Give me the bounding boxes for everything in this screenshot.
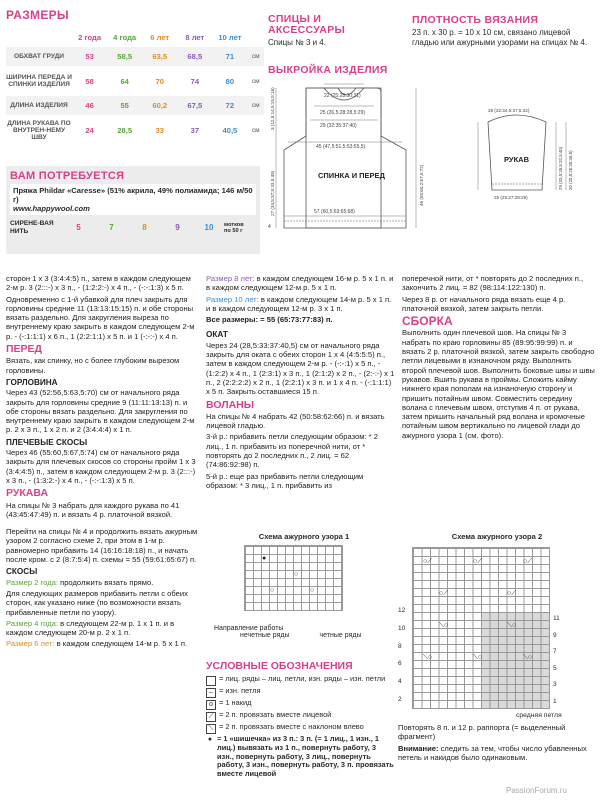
needles-text: Спицы № 3 и 4. xyxy=(268,38,326,47)
table-row xyxy=(6,47,264,66)
yo-icon: ○⟋ xyxy=(423,558,433,565)
chart-1 xyxy=(214,532,394,639)
row-label: ШИРИНА ПЕРЕДА И СПИНКИ ИЗДЕЛИЯ xyxy=(6,74,72,88)
c1-p9: Для следующих размеров прибавить петли с обеих сторон, как указано ниже (по возможности вязать прибавленные петли по узору). xyxy=(6,588,188,617)
yo-icon: ⟍○ xyxy=(507,622,517,629)
needles-title: СПИЦЫ И АКСЕССУАРЫ xyxy=(268,13,346,36)
table-cell: 53 xyxy=(85,52,94,61)
table-cell: 72 xyxy=(225,101,235,110)
legend-text: = 1 накид xyxy=(219,698,252,707)
table-cell: 80 xyxy=(225,76,235,86)
table-cell: 71 xyxy=(225,52,235,61)
chart1-title: Схема ажурного узора 1 xyxy=(258,532,350,541)
dim-bottom: 57 (60,5:63:65:68) xyxy=(314,209,355,215)
table-cell: 60,2 xyxy=(152,101,168,110)
yarn-text: Пряжа Phildar «Caresse» (51% акрила, 49% полиамида; 146 м/50 г) xyxy=(13,186,253,204)
gauge-title: ПЛОТНОСТЬ ВЯЗАНИЯ xyxy=(412,14,539,26)
legend-text: = 2 п. провязать вместе с наклоном влево xyxy=(219,722,364,731)
c1-p7: Перейти на спицы № 4 и продолжить вязать ажурным узором 2 согласно схеме 2, при этом в 1-м р. равномерно прибавить 14 (16:16:18:18) п., и начать после кром. с 2 (8:7:5:4) п. схемы = 55 (59:61:65:67) п. xyxy=(6,527,198,565)
c3-p2: Через 8 р. от начального ряда вязать еще 4 р. платочной вязкой, затем закрыть петли. xyxy=(402,294,566,313)
table-cell: 40,5 xyxy=(222,125,238,135)
row-num: 2 xyxy=(398,695,402,703)
bobble-icon: ● xyxy=(207,736,213,743)
unit: см xyxy=(251,53,260,60)
c3-p1: поперечной нити, от * повторять до 2 последних п., закончить 2 лиц. = 82 (98:114:122:130) п. xyxy=(402,274,584,293)
bobble-icon: ● xyxy=(262,555,267,562)
table-cell: 74 xyxy=(190,76,200,86)
count-0: 5 xyxy=(76,223,81,232)
dim-sleeve-cuff: 29 (33,5:35,5:32,5:40) xyxy=(558,146,563,190)
dim-neck: 22 (25:28:30:31) xyxy=(324,93,361,99)
purl-icon: – xyxy=(206,688,216,698)
row-num: 6 xyxy=(398,660,402,668)
column-2 xyxy=(206,274,396,492)
body-label: СПИНКА И ПЕРЕД xyxy=(318,171,385,180)
row-num: 10 xyxy=(398,624,406,632)
size-8-label: Размер 8 лет: xyxy=(206,274,255,283)
chart2-row-labels xyxy=(398,547,412,703)
c1-p4: Через 43 (52:56,5:63,5:70) см от начального ряда закрыть для горловины средние 9 (11:11:13:13) п. и обе стороны вязать раздельно. Для закругления по внутреннему краю закрыть в каждом следующем 2-м р. 2 x 3 п., 1 x 2 п. и 2 (3:4:4:4) x 1 п. xyxy=(6,388,195,435)
assembly-heading: СБОРКА xyxy=(402,314,453,329)
size-col-4: 10 лет xyxy=(218,33,242,42)
sizes-title: РАЗМЕРЫ xyxy=(6,8,69,22)
attention-text: следить за тем, чтобы число убавленных петель и накидов было одинаковым. xyxy=(398,743,587,762)
legend-item xyxy=(206,699,394,710)
legend-text: = лиц. ряды – лиц. петли, изн. ряды – изн. петли xyxy=(219,674,386,683)
chart2-mid: средняя петля xyxy=(516,712,562,719)
yarn-site: www.happywool.com xyxy=(13,204,90,213)
c1-p8 xyxy=(6,578,198,587)
neck-heading: ГОРЛОВИНА xyxy=(6,377,58,387)
size-2-text: продолжить вязать прямо. xyxy=(57,577,154,587)
c1-p3: Вязать, как спинку, но с более глубоким вырезом горловины. xyxy=(6,356,180,375)
count-1: 7 xyxy=(109,223,114,232)
count-3: 9 xyxy=(175,223,180,232)
c2-p3: Все размеры: = 55 (65:73:77:83) п. xyxy=(206,315,333,325)
row-num: 5 xyxy=(553,664,557,672)
row-num: 11 xyxy=(553,615,560,622)
table-row xyxy=(6,96,264,115)
c2-p7: 5-й р.: еще раз прибавить петли следующим образом: * 3 лиц., 1 п. прибавить из xyxy=(206,471,364,490)
size-4-label: Размер 4 года: xyxy=(6,618,58,628)
chart-2 xyxy=(398,532,596,764)
k2tog-icon: ⟋ xyxy=(206,712,216,722)
table-row xyxy=(6,66,264,96)
knit-icon xyxy=(206,676,216,686)
dim-sleeve-w: 28 (32:34,5:37,5:42) xyxy=(488,108,530,113)
row-num: 3 xyxy=(553,681,557,689)
attention-label: Внимание: xyxy=(398,743,439,753)
size-6-label: Размер 6 лет: xyxy=(6,639,55,649)
row-label: ДЛИНА ИЗДЕЛИЯ xyxy=(10,102,68,109)
c1-p11 xyxy=(6,639,198,648)
size-8-text: в каждом следующем 16-м р. 5 x 1 п. и в каждом следующем 12-м р. 5 x 1 п. xyxy=(206,274,394,293)
ssk-icon: ⟍ xyxy=(206,724,216,734)
c1-p5: Через 46 (55:60,5:67,5:74) см от начального ряда закрыть для плечевых скосов со стороны пройм 1 x 3 (3:4:4:5) п., затем в каждом следующем 2-м р. 3 (2:::-) x 3 п., - (1:3:2:-) x 4 п., - (-:-:1:3) x 5 п. xyxy=(6,448,196,485)
chart1-odd: нечетные ряды xyxy=(240,632,290,639)
yo-icon: ⟍○ xyxy=(423,654,433,661)
yo-icon: ⟍○ xyxy=(439,622,449,629)
pattern-title: ВЫКРОЙКА ИЗДЕЛИЯ xyxy=(268,64,388,76)
yo-icon: ○ xyxy=(294,571,299,578)
legend-text: = изн. петля xyxy=(219,686,261,695)
table-row xyxy=(6,115,264,145)
c3-p3: Выполнить один плечевой шов. На спицы № 3 набрать по краю горловины 85 (89:95:99:99) п. и вязать 2 р. платочной вязкой, затем закрыть свободно петли лицевыми в изнаночном ряду. Выполнить второй плечевой шов. Выполнить боковые швы и швы рукавов. Вшить рукава в проймы. Сложить кайму нижнего края пополам на изнаночную сторону и пришить потайным швом. Совместить середину волана с плечевым швом, отступив 4 п. от рукава, затем пришить начальный ряд волана и кромочные потайным швом вертикально по лицевой глади до ажурного узора 1 (см. фото). xyxy=(402,328,595,440)
row-label: ОБХВАТ ГРУДИ xyxy=(13,53,65,60)
dim-left-3: 27 (34,5:37,5:43,5:49) xyxy=(270,170,275,216)
table-cell: 64 xyxy=(120,76,129,86)
table-cell: 58,5 xyxy=(117,52,133,61)
volan-heading: ВОЛАНЫ xyxy=(206,398,255,411)
c1-p6: На спицы № 3 набрать для каждого рукава по 41 (43:45:47:49) п. и вязать 4 р. платочной вязкой. xyxy=(6,500,180,519)
sizes-section xyxy=(6,8,264,158)
yo-icon: ○ xyxy=(310,587,315,594)
watermark: PassionForum.ru xyxy=(506,786,567,795)
color-label: СИРЕНЕ-ВАЯ НИТЬ xyxy=(10,220,54,235)
c1-p2: Одновременно с 1-й убавкой для плеч закрыть для горловины средние 11 (13:13:15:15) п. и обе стороны вязать раздельно. Для закругления выреза по внутреннему краю закрыть в каждом следующем 2-м р. - (-:1:1:1) x 6 п., 1 (2:2:1:1) x 5 п. и 1 (-:-:-) x 4 п. xyxy=(6,294,195,341)
dim-shoulder-b: 29 (32:35:37:40) xyxy=(320,123,357,129)
chart2-body xyxy=(398,547,596,709)
sleeve-outline xyxy=(488,115,546,190)
chart2-title: Схема ажурного узора 2 xyxy=(451,532,543,541)
column-3 xyxy=(402,274,596,442)
c2-p4: Через 24 (28,5:33:37:40,5) см от начального ряда закрыть для оката с обеих сторон 1 x 4 (4:5:5:5) п., затем в каждом следующем 2-м р. - (-:-:1) x 5 п., - (1:2:2) x 4 п., 1 (2:3:1) x 3 п., 1 (2:1:2) x 2 п., - (2:-:-) x 1 п., 2 (2:2:2:2) x 2 п., 1 (2:2:1) x 3 п. и 1 x 4 п. - (-:1:1:1) x 5 п. Закрыть оставшиеся 15 п. xyxy=(206,340,395,397)
row-num: 1 xyxy=(553,697,557,705)
count-unit: мотков по 50 г xyxy=(224,221,244,234)
row-num: 12 xyxy=(398,607,406,614)
dim-left-1: 3 (12,5:14,5:15,5:16) xyxy=(270,87,275,130)
yo-icon: ⟍○ xyxy=(523,654,533,661)
needles-section xyxy=(268,14,398,47)
chart1-grid xyxy=(244,545,343,611)
count-2: 8 xyxy=(142,223,147,232)
row-num: 9 xyxy=(553,631,557,639)
size-col-1: 4 года xyxy=(113,33,137,42)
size-col-0: 2 года xyxy=(78,33,102,42)
sleeve-heading: РУКАВА xyxy=(6,487,49,500)
table-cell: 58 xyxy=(85,76,94,86)
bevel-heading: СКОСЫ xyxy=(6,567,38,577)
table-cell: 70 xyxy=(155,76,164,86)
row-label: ДЛИНА РУКАВА ПО ВНУТРЕН-НЕМУ ШВУ xyxy=(7,119,71,141)
legend-text: = 1 «шишечка» из 3 п.: 3 п. (= 1 лиц., 1 изн., 1 лиц.) вывязать из 1 п., повернуть работу, 3 изн., повернуть работу, 3 лиц., повернуть работу, 3 изн., повернуть работу, 3 п. провязать вместе лицевой xyxy=(217,734,394,779)
unit: см xyxy=(251,126,260,134)
shoulder-heading: ПЛЕЧЕВЫЕ СКОСЫ xyxy=(6,437,88,447)
sizes-header-row xyxy=(6,28,264,47)
count-4: 10 xyxy=(204,223,214,232)
chart2-row-labels-right xyxy=(550,547,567,705)
dim-sleeve-len: 20 (20,5:26:35:36,5) xyxy=(568,150,573,190)
table-cell: 46 xyxy=(85,101,94,110)
size-10-text: в каждом следующем 14-м р. 5 x 1 п. и в каждом следующем 12-м р. 3 x 1 п. xyxy=(206,294,392,313)
size-2-label: Размер 2 года: xyxy=(6,577,58,587)
legend-item xyxy=(206,735,394,779)
dim-bottom-h: 4 xyxy=(268,224,271,230)
table-cell: 24 xyxy=(85,125,94,135)
yo-icon: ○⟋ xyxy=(439,590,449,597)
table-cell: 28,5 xyxy=(117,125,133,135)
legend xyxy=(206,660,394,780)
c2-p6: 3-й р.: прибавить петли следующим образом: * 2 лиц., 1 п. прибавить из поперечной нити, от * повторять до 2 последних п., 2 лиц. = 62 (74:86:92:98) п. xyxy=(206,432,378,470)
chart2-grid xyxy=(412,547,550,709)
legend-item xyxy=(206,723,394,734)
table-cell: 37 xyxy=(190,125,200,135)
table-cell: 67,5 xyxy=(187,101,203,110)
dim-total-h: 46 (55:60,2:67,5:72) xyxy=(419,164,424,206)
column-1 xyxy=(6,274,198,651)
yarn-info xyxy=(10,184,256,215)
chart1-note: Направление работы xyxy=(214,625,284,632)
c3-p4: Повторять 8 п. и 12 р. раппорта (= выделенный фрагмент) xyxy=(398,723,566,742)
c2-p5: На спицы № 4 набрать 42 (50:58:62:66) п. и вязать лицевой гладью. xyxy=(206,411,385,431)
gauge-text: 23 п. x 30 р. = 10 x 10 см, связано лицевой гладью или ажурными узорами на спицах № 4. xyxy=(412,28,588,47)
c2-p2 xyxy=(206,295,396,314)
chart2-note xyxy=(398,723,592,762)
legend-item xyxy=(206,711,394,722)
row-num: 8 xyxy=(398,642,402,650)
yarn-counts xyxy=(10,220,256,235)
yo-icon: ○⟋ xyxy=(507,590,517,597)
yo-icon: ○⟋ xyxy=(523,558,533,565)
body-outline xyxy=(306,88,381,228)
legend-text: = 2 п. провязать вместе лицевой xyxy=(219,710,332,719)
table-cell: 33 xyxy=(155,125,164,135)
dim-shoulder-a: 25 (26,5:28:28,5:29) xyxy=(320,110,366,116)
sleeve-label: РУКАВ xyxy=(504,155,529,164)
c1-p10 xyxy=(6,619,198,638)
size-4-text: в следующем 22-м р. 1 x 1 п. и в каждом следующем 20-м р. 2 x 1 п. xyxy=(6,618,175,638)
dim-armhole: 45 (47,5:51,5:53:55,5) xyxy=(316,144,366,150)
yo-icon: ○⟋ xyxy=(473,558,483,565)
chart1-dir xyxy=(214,632,394,639)
materials-section xyxy=(6,166,260,254)
size-6-text: в каждом следующем 14-м р. 5 x 1 п. xyxy=(54,639,188,649)
row-num: 7 xyxy=(553,648,557,656)
yarn-over-icon: o xyxy=(206,700,216,710)
table-cell: 63,5 xyxy=(152,52,168,61)
sizes-table xyxy=(6,28,264,145)
table-cell: 55 xyxy=(120,101,129,110)
size-col-2: 6 лет xyxy=(150,33,170,42)
unit: см xyxy=(251,102,260,109)
body-outline-shape xyxy=(284,88,406,228)
c3-p5 xyxy=(398,744,592,763)
dim-sleeve-bottom: 25 (25:27:29:29) xyxy=(494,195,528,200)
chart1-even: четные ряды xyxy=(319,632,362,639)
size-10-label: Размер 10 лет: xyxy=(206,294,259,304)
table-cell: 68,5 xyxy=(187,52,203,61)
front-heading: ПЕРЕД xyxy=(6,343,43,356)
size-col-3: 8 лет xyxy=(185,33,205,42)
okat-heading: ОКАТ xyxy=(206,330,228,340)
yo-icon: ⟍○ xyxy=(473,654,483,661)
legend-item xyxy=(206,675,394,686)
c2-p1 xyxy=(206,274,396,293)
materials-title: ВАМ ПОТРЕБУЕТСЯ xyxy=(10,170,125,182)
gauge-section xyxy=(412,14,594,48)
row-num: 4 xyxy=(398,678,402,686)
legend-title: УСЛОВНЫЕ ОБОЗНАЧЕНИЯ xyxy=(206,660,353,672)
c1-p1: сторон 1 x 3 (3:4:4:5) п., затем в каждом следующем 2-м р. 3 (2:::-) x 3 п., - (1:2:2:-) x 4 п., - (-:-:1:3) x 5 п. xyxy=(6,274,191,293)
pattern-diagram xyxy=(266,78,596,258)
legend-item xyxy=(206,687,394,698)
unit: см xyxy=(251,77,260,85)
yo-icon: ○ xyxy=(270,587,275,594)
